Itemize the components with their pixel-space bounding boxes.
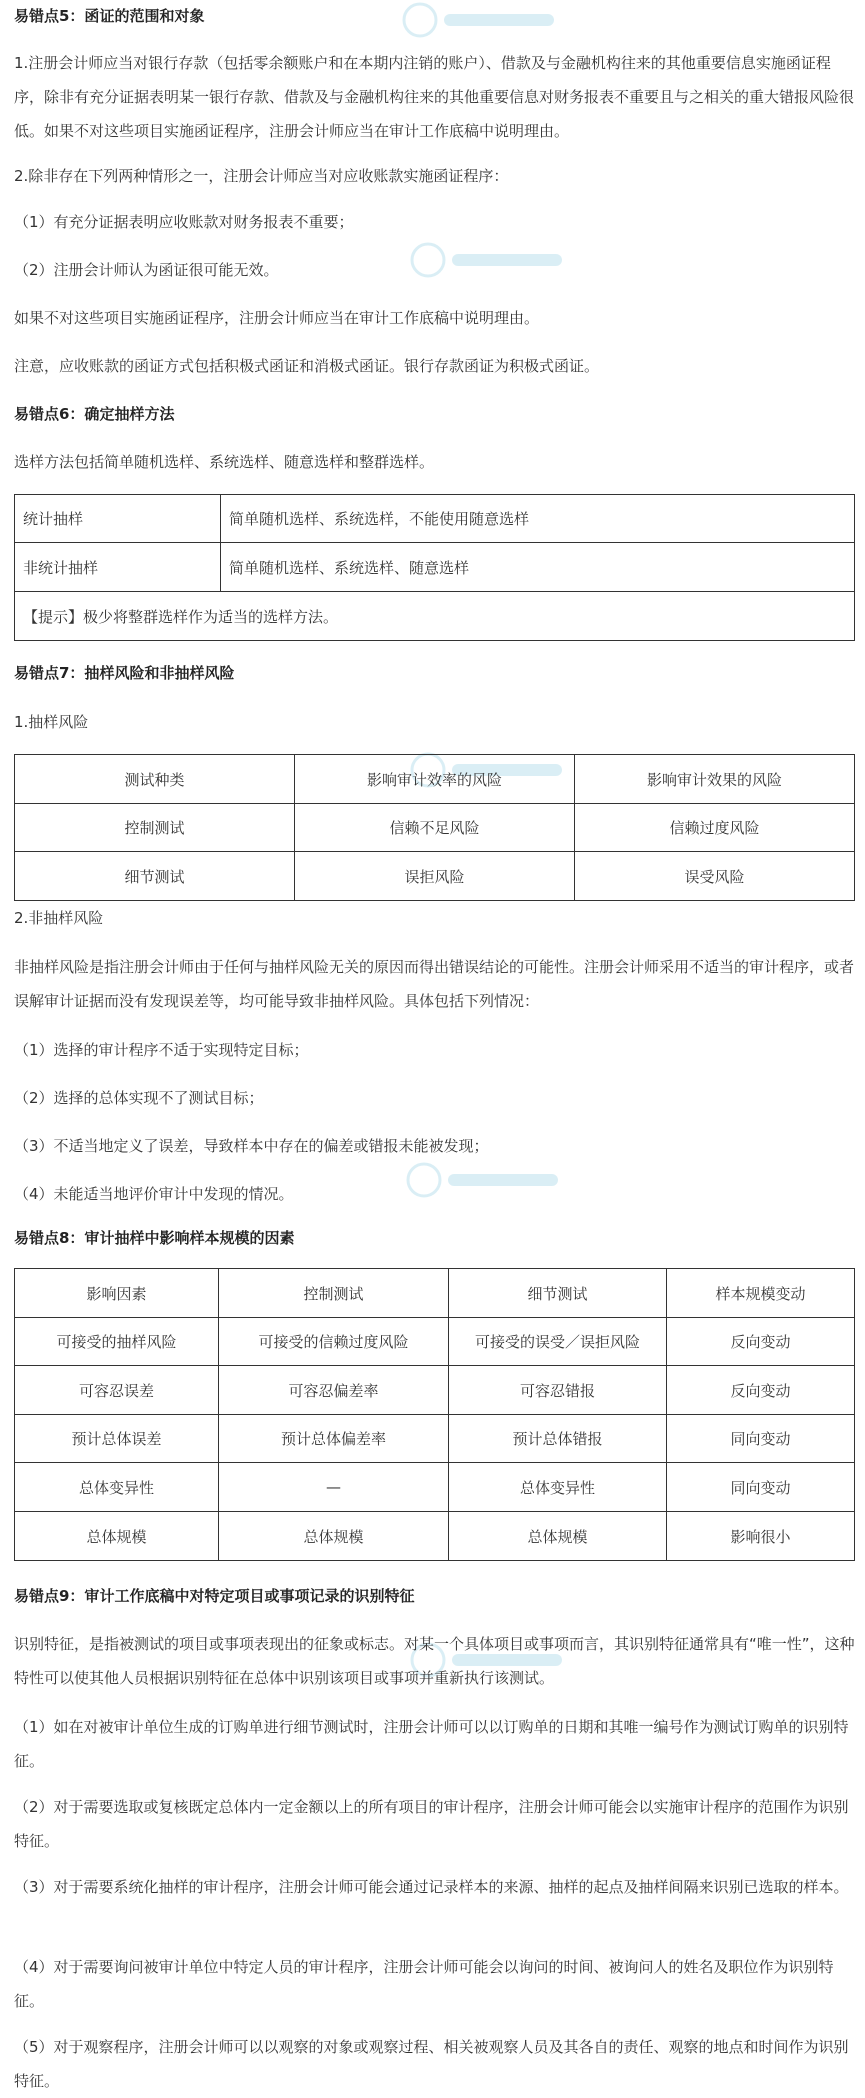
table-cell: 控制测试 bbox=[15, 804, 295, 852]
table-cell: 信赖不足风险 bbox=[295, 804, 575, 852]
table-cell: 总体变异性 bbox=[449, 1463, 667, 1512]
section7-item-2: （2）选择的总体实现不了测试目标； bbox=[14, 1089, 264, 1107]
table-header-cell: 细节测试 bbox=[449, 1269, 667, 1318]
table-cell: 细节测试 bbox=[15, 852, 295, 901]
watermark-logo-icon bbox=[400, 0, 700, 40]
sample-size-factors-table bbox=[14, 1268, 855, 1561]
table-cell: 简单随机选样、系统选样、随意选样 bbox=[221, 543, 855, 592]
section9-item-3: （3）对于需要系统化抽样的审计程序，注册会计师可能会通过记录样本的来源、抽样的起点及抽样间隔来识别已选取的样本。 bbox=[14, 1878, 849, 1896]
sampling-method-table bbox=[14, 494, 855, 641]
table-cell: 总体规模 bbox=[449, 1512, 667, 1561]
section7-item-4: （4）未能适当地评价审计中发现的情况。 bbox=[14, 1185, 294, 1203]
table-cell: 反向变动 bbox=[667, 1366, 855, 1415]
section7-subheading-2: 2.非抽样风险 bbox=[14, 909, 104, 927]
table-row bbox=[15, 804, 855, 852]
table-row bbox=[15, 1269, 855, 1318]
section9-item-5: （5）对于观察程序，注册会计师可以以观察的对象或观察过程、相关被观察人员及其各自的责任、观察的地点和时间作为识别特征。 bbox=[14, 2038, 849, 2090]
section9-item-2: （2）对于需要选取或复核既定总体内一定金额以上的所有项目的审计程序，注册会计师可能会以实施审计程序的范围作为识别特征。 bbox=[14, 1798, 849, 1850]
table-cell: 预计总体错报 bbox=[449, 1415, 667, 1463]
table-header-cell: 影响因素 bbox=[15, 1269, 219, 1318]
table-cell: 影响很小 bbox=[667, 1512, 855, 1561]
section5-heading: 易错点5：函证的范围和对象 bbox=[14, 7, 205, 25]
section7-subheading-1: 1.抽样风险 bbox=[14, 713, 89, 731]
table-cell: 统计抽样 bbox=[15, 495, 221, 543]
table-cell: 误拒风险 bbox=[295, 852, 575, 901]
table-cell: 反向变动 bbox=[667, 1318, 855, 1366]
table-cell: 预计总体误差 bbox=[15, 1415, 219, 1463]
section9-item-4: （4）对于需要询问被审计单位中特定人员的审计程序，注册会计师可能会以询问的时间、被询问人的姓名及职位作为识别特征。 bbox=[14, 1958, 834, 2010]
section5-item-1: （1）有充分证据表明应收账款对财务报表不重要； bbox=[14, 213, 354, 231]
section6-heading: 易错点6：确定抽样方法 bbox=[14, 405, 175, 423]
section6-intro: 选样方法包括简单随机选样、系统选样、随意选样和整群选样。 bbox=[14, 453, 435, 471]
table-cell: 误受风险 bbox=[575, 852, 855, 901]
tip-cell: 【提示】极少将整群选样作为适当的选样方法。 bbox=[15, 592, 855, 641]
table-row bbox=[15, 1366, 855, 1415]
table-row bbox=[15, 543, 855, 592]
section8-heading: 易错点8：审计抽样中影响样本规模的因素 bbox=[14, 1229, 295, 1247]
table-cell: 预计总体偏差率 bbox=[219, 1415, 449, 1463]
table-cell: 可接受的信赖过度风险 bbox=[219, 1318, 449, 1366]
watermark-logo-icon bbox=[408, 240, 708, 280]
table-cell: 简单随机选样、系统选样，不能使用随意选样 bbox=[221, 495, 855, 543]
table-cell: 非统计抽样 bbox=[15, 543, 221, 592]
table-cell: — bbox=[219, 1463, 449, 1512]
section7-paragraph-1: 非抽样风险是指注册会计师由于任何与抽样风险无关的原因而得出错误结论的可能性。注册会计师采用不适当的审计程序，或者误解审计证据而没有发现误差等，均可能导致非抽样风险。具体包括下列情况： bbox=[14, 958, 855, 1010]
table-cell: 可容忍误差 bbox=[15, 1366, 219, 1415]
table-row bbox=[15, 1415, 855, 1463]
table-header-cell: 测试种类 bbox=[15, 755, 295, 804]
table-header-cell: 影响审计效果的风险 bbox=[575, 755, 855, 804]
table-row bbox=[15, 1463, 855, 1512]
section7-item-3: （3）不适当地定义了误差，导致样本中存在的偏差或错报未能被发现； bbox=[14, 1137, 489, 1155]
table-header-cell: 样本规模变动 bbox=[667, 1269, 855, 1318]
table-cell: 可容忍偏差率 bbox=[219, 1366, 449, 1415]
table-row bbox=[15, 1512, 855, 1561]
table-cell: 同向变动 bbox=[667, 1463, 855, 1512]
section5-paragraph-2: 2.除非存在下列两种情形之一，注册会计师应当对应收账款实施函证程序： bbox=[14, 167, 509, 185]
sampling-risk-table bbox=[14, 754, 855, 901]
section5-paragraph-4: 注意，应收账款的函证方式包括积极式函证和消极式函证。银行存款函证为积极式函证。 bbox=[14, 357, 600, 375]
table-cell: 可接受的误受／误拒风险 bbox=[449, 1318, 667, 1366]
table-cell: 信赖过度风险 bbox=[575, 804, 855, 852]
table-cell: 总体规模 bbox=[15, 1512, 219, 1561]
table-row bbox=[15, 495, 855, 543]
section7-heading: 易错点7：抽样风险和非抽样风险 bbox=[14, 664, 235, 682]
table-cell: 可容忍错报 bbox=[449, 1366, 667, 1415]
table-header-cell: 控制测试 bbox=[219, 1269, 449, 1318]
section9-heading: 易错点9：审计工作底稿中对特定项目或事项记录的识别特征 bbox=[14, 1587, 415, 1605]
table-row bbox=[15, 852, 855, 901]
section9-paragraph-1: 识别特征，是指被测试的项目或事项表现出的征象或标志。对某一个具体项目或事项而言，其识别特征通常具有“唯一性”，这种特性可以使其他人员根据识别特征在总体中识别该项目或事项并重新执行该测试。 bbox=[14, 1635, 855, 1687]
table-cell: 总体变异性 bbox=[15, 1463, 219, 1512]
table-row bbox=[15, 592, 855, 641]
section7-item-1: （1）选择的审计程序不适于实现特定目标； bbox=[14, 1041, 309, 1059]
table-cell: 同向变动 bbox=[667, 1415, 855, 1463]
table-row bbox=[15, 1318, 855, 1366]
section5-item-2: （2）注册会计师认为函证很可能无效。 bbox=[14, 261, 279, 279]
section5-paragraph-1: 1.注册会计师应当对银行存款（包括零余额账户和在本期内注销的账户）、借款及与金融机构往来的其他重要信息实施函证程序，除非有充分证据表明某一银行存款、借款及与金融机构往来的其他重要信息对财务报表不重要且与之相关的重大错报风险很低。如果不对这些项目实施函证程序，注册会计师应当在审计工作底稿中说明理由。 bbox=[14, 54, 855, 140]
table-row bbox=[15, 755, 855, 804]
section9-item-1: （1）如在对被审计单位生成的订购单进行细节测试时，注册会计师可以以订购单的日期和其唯一编号作为测试订购单的识别特征。 bbox=[14, 1718, 849, 1770]
table-cell: 总体规模 bbox=[219, 1512, 449, 1561]
section5-paragraph-3: 如果不对这些项目实施函证程序，注册会计师应当在审计工作底稿中说明理由。 bbox=[14, 309, 540, 327]
watermark-logo-icon bbox=[404, 1160, 704, 1200]
table-cell: 可接受的抽样风险 bbox=[15, 1318, 219, 1366]
table-header-cell: 影响审计效率的风险 bbox=[295, 755, 575, 804]
